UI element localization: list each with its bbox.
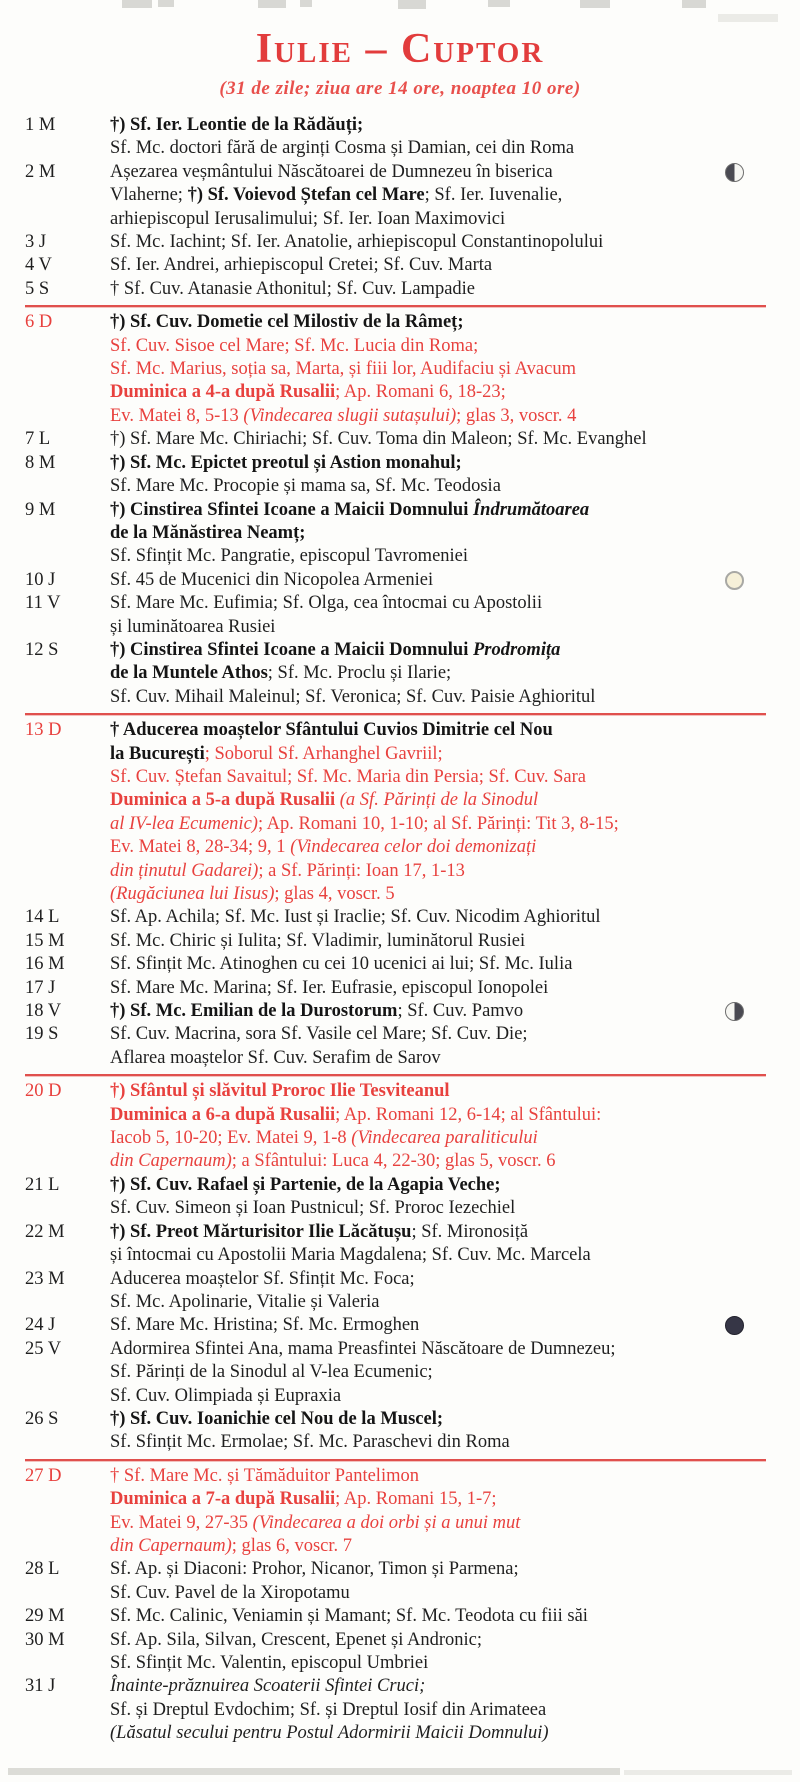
- entry-lines: [110, 1629, 770, 1676]
- calendar-entry-day-27: [25, 1465, 770, 1559]
- scan-artifact: [718, 14, 778, 22]
- entry-text-segment: (Vindecarea paraliticului: [351, 1128, 538, 1149]
- calendar-entry-day-30: [25, 1629, 770, 1676]
- entry-text-segment: Sf. Mare Mc. Procopie și mama sa, Sf. Mc. Teodosia: [110, 476, 501, 497]
- entry-line: [110, 1605, 770, 1628]
- entry-line: [110, 1104, 770, 1127]
- entry-text-segment: †) Sfântul și slăvitul Proroc Ilie Tesviteanul: [110, 1081, 450, 1102]
- month-subtitle: (31 de zile; ziua are 14 ore, noaptea 10 ore): [219, 78, 581, 99]
- entry-lines: [110, 569, 770, 592]
- entry-text-segment: Sf. Mc. Apolinarie, Vitalie și Valeria: [110, 1291, 380, 1312]
- entry-lines: [110, 906, 770, 929]
- entry-text-segment: ; glas 3, voscr. 4: [456, 405, 577, 426]
- entry-text-segment: Sf. Părinți de la Sinodul al V-lea Ecumenic;: [110, 1362, 433, 1383]
- entry-line: [110, 1338, 770, 1361]
- entry-lines: [110, 1338, 770, 1408]
- entry-line: [110, 1512, 770, 1535]
- entry-text-segment: Vlaherne;: [110, 185, 188, 206]
- calendar-entry-day-4: [25, 254, 770, 277]
- entry-lines: [110, 1221, 770, 1268]
- entry-lines: [110, 114, 770, 161]
- entry-line: [110, 836, 770, 859]
- calendar-entry-day-9: [25, 499, 770, 569]
- entry-text-segment: din Capernaum): [110, 1151, 232, 1172]
- entry-line: [110, 1000, 770, 1023]
- scan-artifact: [300, 0, 312, 7]
- entry-text-segment: Sf. Cuv. Sisoe cel Mare; Sf. Mc. Lucia din Roma;: [110, 335, 479, 356]
- moon-phase-last-quarter-icon: [725, 163, 744, 182]
- entry-text-segment: †) Sf. Cuv. Rafael și Partenie, de la Agapia Veche;: [110, 1174, 501, 1195]
- scan-artifact: [8, 1768, 620, 1775]
- entry-line: [110, 883, 770, 906]
- entry-lines: [110, 1080, 770, 1174]
- day-label: 4 V: [25, 255, 52, 276]
- entry-line: [110, 545, 770, 568]
- entry-line: [110, 1314, 770, 1337]
- entry-line: [110, 311, 770, 334]
- entry-text-segment: ; Sf. Mironosiță: [411, 1221, 529, 1242]
- entry-text-segment: Așezarea veșmântului Născătoarei de Dumnezeu în biserica: [110, 161, 553, 182]
- entry-line: [110, 254, 770, 277]
- entry-text-segment: Sf. Ap. Achila; Sf. Mc. Iust și Iraclie; Sf. Cuv. Nicodim Aghioritul: [110, 907, 601, 928]
- day-label: 12 S: [25, 639, 59, 660]
- entry-text-segment: (Lăsatul secului pentru Postul Adormirii Maicii Domnului): [110, 1723, 549, 1744]
- entry-line: [110, 1127, 770, 1150]
- entry-line: [110, 766, 770, 789]
- entry-lines: [110, 254, 770, 277]
- entry-text-segment: Sf. Cuv. Ștefan Savaitul; Sf. Mc. Maria din Persia; Sf. Cuv. Sara: [110, 766, 586, 787]
- entry-text-segment: Sf. și Dreptul Evdochim; Sf. și Dreptul Iosif din Arimateea: [110, 1699, 547, 1720]
- entry-line: [110, 1582, 770, 1605]
- entry-text-segment: Sf. Cuv. Pavel de la Xiropotamu: [110, 1582, 350, 1603]
- day-label: 10 J: [25, 569, 56, 590]
- calendar-entry-day-11: [25, 592, 770, 639]
- calendar-entry-day-29: [25, 1605, 770, 1628]
- entry-text-segment: Sf. Mc. Calinic, Veniamin și Mamant; Sf. Mc. Teodota cu fiii săi: [110, 1606, 588, 1627]
- entry-line: [110, 906, 770, 929]
- entry-text-segment: † Sf. Mare Mc. și Tămăduitor Pantelimon: [110, 1465, 419, 1486]
- entry-text-segment: Sf. Mc. doctori fără de arginți Cosma și Damian, cei din Roma: [110, 138, 575, 159]
- entry-text-segment: Sf. Cuv. Simeon și Ioan Pustnicul; Sf. Proroc Iezechiel: [110, 1198, 516, 1219]
- entry-line: [110, 1150, 770, 1173]
- entry-lines: [110, 278, 770, 301]
- entry-text-segment: Aflarea moaștelor Sf. Cuv. Serafim de Sarov: [110, 1047, 441, 1068]
- entry-text-segment: Sf. Ap. și Diaconi: Prohor, Nicanor, Timon și Parmena;: [110, 1559, 519, 1580]
- entry-text-segment: ; Sf. Ier. Iuvenalie,: [424, 185, 563, 206]
- entry-line: [110, 161, 770, 184]
- entry-text-segment: din ținutul Gadarei): [110, 860, 259, 881]
- calendar-entry-day-22: [25, 1221, 770, 1268]
- calendar-entry-day-3: [25, 231, 770, 254]
- entry-line: [110, 184, 770, 207]
- day-label: 19 S: [25, 1024, 59, 1045]
- entry-line: [110, 1080, 770, 1103]
- day-label: 3 J: [25, 232, 47, 253]
- entry-text-segment: ; Ap. Romani 12, 6-14; al Sfântului:: [335, 1104, 602, 1125]
- entry-text-segment: Sf. Cuv. Mihail Maleinul; Sf. Veronica; Sf. Cuv. Paisie Aghioritul: [110, 686, 596, 707]
- day-label: 2 M: [25, 161, 56, 182]
- entry-text-segment: Ev. Matei 8, 5-13: [110, 405, 244, 426]
- entry-line: [110, 475, 770, 498]
- entry-text-segment: Duminica a 6-a după Rusalii: [110, 1104, 336, 1125]
- entry-text-segment: și întocmai cu Apostolii Maria Magdalena; Sf. Cuv. Mc. Marcela: [110, 1245, 591, 1266]
- day-label: 25 V: [25, 1338, 62, 1359]
- entry-text-segment: ; Sf. Mc. Proclu și Ilarie;: [267, 663, 452, 684]
- day-label: 24 J: [25, 1315, 56, 1336]
- entry-text-segment: Iacob 5, 10-20; Ev. Matei 9, 1-8: [110, 1128, 352, 1149]
- calendar-entry-day-10: [25, 569, 770, 592]
- entry-text-segment: ; Ap. Romani 6, 18-23;: [335, 382, 506, 403]
- entry-line: [110, 1488, 770, 1511]
- entry-text-segment: Sf. 45 de Mucenici din Nicopolea Armeniei: [110, 569, 434, 590]
- day-label: 7 L: [25, 429, 51, 450]
- entry-line: [110, 1047, 770, 1070]
- entry-text-segment: Sf. Sfințit Mc. Atinoghen cu cei 10 ucenici ai lui; Sf. Mc. Iulia: [110, 954, 573, 975]
- entry-text-segment: †) Sf. Mc. Emilian de la Durostorum: [110, 1001, 398, 1022]
- entry-line: [110, 789, 770, 812]
- entry-line: [110, 569, 770, 592]
- entry-lines: [110, 1023, 770, 1070]
- entry-line: [110, 1361, 770, 1384]
- day-label: 21 L: [25, 1174, 60, 1195]
- entry-lines: [110, 161, 770, 231]
- entry-line: [110, 1722, 770, 1745]
- entry-text-segment: Sf. Sfințit Mc. Valentin, episcopul Umbriei: [110, 1653, 429, 1673]
- entry-line: [110, 278, 770, 301]
- entry-line: [110, 1675, 770, 1698]
- entry-text-segment: Duminica a 4-a după Rusalii: [110, 382, 336, 403]
- entry-text-segment: de la Muntele Athos: [110, 663, 268, 684]
- entry-lines: [110, 719, 770, 906]
- entry-text-segment: ; Ap. Romani 15, 1-7;: [335, 1489, 497, 1510]
- entry-text-segment: (Vindecarea celor doi demonizați: [290, 837, 537, 858]
- entry-text-segment: Sf. Mare Mc. Eufimia; Sf. Olga, cea întocmai cu Apostolii: [110, 593, 543, 614]
- entry-line: [110, 452, 770, 475]
- entry-line: [110, 1535, 770, 1558]
- day-label: 27 D: [25, 1465, 62, 1486]
- day-label: 29 M: [25, 1606, 65, 1627]
- calendar-entry-day-5: [25, 278, 770, 301]
- entry-line: [110, 1197, 770, 1220]
- entry-text-segment: Duminica a 5-a după Rusalii: [110, 790, 340, 811]
- calendar-entry-day-14: [25, 906, 770, 929]
- calendar-entry-day-13: [25, 719, 770, 906]
- entry-text-segment: † Sf. Cuv. Atanasie Athonitul; Sf. Cuv. Lampadie: [110, 278, 476, 299]
- entry-text-segment: Sf. Mc. Iachint; Sf. Ier. Anatolie, arhiepiscopul Constantinopolului: [110, 232, 604, 253]
- entry-lines: [110, 977, 770, 1000]
- entry-line: [110, 1431, 770, 1454]
- entry-text-segment: ; Ap. Romani 10, 1-10; al Sf. Părinți: Tit 3, 8-15;: [257, 813, 619, 834]
- entry-text-segment: ; a Sf. Părinți: Ioan 17, 1-13: [258, 860, 465, 881]
- day-label: 14 L: [25, 907, 60, 928]
- entry-text-segment: †) Cinstirea Sfintei Icoane a Maicii Domnului: [110, 499, 473, 520]
- entry-text-segment: Sf. Sfințit Mc. Pangratie, episcopul Tavromeniei: [110, 546, 469, 567]
- entry-text-segment: Sf. Mare Mc. Hristina; Sf. Mc. Ermoghen: [110, 1315, 420, 1336]
- entry-text-segment: Ev. Matei 8, 28-34; 9, 1: [110, 837, 291, 858]
- entry-line: [110, 428, 770, 451]
- day-label: 31 J: [25, 1676, 56, 1697]
- calendar-entries: [0, 114, 800, 1746]
- day-label: 17 J: [25, 977, 56, 998]
- entry-line: [110, 1699, 770, 1722]
- day-label: 11 V: [25, 593, 61, 614]
- entry-line: [110, 860, 770, 883]
- entry-text-segment: (Rugăciunea lui Iisus): [110, 884, 275, 904]
- calendar-entry-day-1: [25, 114, 770, 161]
- entry-line: [110, 1629, 770, 1652]
- calendar-entry-day-12: [25, 639, 770, 709]
- entry-line: [110, 1023, 770, 1046]
- entry-lines: [110, 428, 770, 451]
- entry-lines: [110, 1558, 770, 1605]
- entry-text-segment: Aducerea moaștelor Sf. Sfințit Mc. Foca;: [110, 1268, 415, 1289]
- entry-line: [110, 335, 770, 358]
- entry-line: [110, 114, 770, 137]
- entry-text-segment: Sf. Mc. Chiric și Iulita; Sf. Vladimir, luminătorul Rusiei: [110, 930, 526, 951]
- entry-line: [110, 1558, 770, 1581]
- calendar-entry-day-24: [25, 1314, 770, 1337]
- calendar-entry-day-6: [25, 311, 770, 428]
- scan-artifact: [398, 0, 426, 9]
- day-label: 6 D: [25, 312, 53, 333]
- entry-text-segment: Sf. Cuv. Olimpiada și Eupraxia: [110, 1385, 342, 1406]
- entry-lines: [110, 1408, 770, 1455]
- day-label: 16 M: [25, 954, 65, 975]
- page-header: [0, 0, 800, 100]
- entry-line: [110, 592, 770, 615]
- entry-line: [110, 1291, 770, 1314]
- entry-line: [110, 381, 770, 404]
- calendar-entry-day-18: [25, 1000, 770, 1023]
- entry-line: [110, 953, 770, 976]
- entry-line: [110, 743, 770, 766]
- entry-text-segment: Prodromița: [472, 639, 561, 660]
- entry-lines: [110, 930, 770, 953]
- day-label: 13 D: [25, 720, 62, 741]
- entry-text-segment: Duminica a 7-a după Rusalii: [110, 1489, 336, 1510]
- entry-text-segment: †) Sf. Ier. Leontie de la Rădăuți;: [110, 115, 364, 135]
- entry-text-segment: †) Sf. Voievod Ștefan cel Mare: [187, 185, 425, 206]
- entry-line: [110, 639, 770, 662]
- entry-line: [110, 499, 770, 522]
- day-label: 8 M: [25, 452, 56, 473]
- entry-lines: [110, 231, 770, 254]
- entry-line: [110, 662, 770, 685]
- entry-text-segment: †) Sf. Mc. Epictet preotul și Astion monahul;: [110, 452, 462, 473]
- day-label: 20 D: [25, 1081, 62, 1102]
- scan-artifact: [258, 0, 286, 8]
- day-label: 15 M: [25, 930, 65, 951]
- entry-line: [110, 1244, 770, 1267]
- entry-line: [110, 930, 770, 953]
- entry-lines: [110, 1465, 770, 1559]
- entry-text-segment: Îndrumătoarea: [472, 499, 590, 520]
- entry-text-segment: Sf. Sfințit Mc. Ermolae; Sf. Mc. Paraschevi din Roma: [110, 1432, 510, 1453]
- entry-line: [110, 358, 770, 381]
- entry-lines: [110, 452, 770, 499]
- entry-lines: [110, 499, 770, 569]
- entry-line: [110, 616, 770, 639]
- entry-text-segment: Sf. Ier. Andrei, arhiepiscopul Cretei; Sf. Cuv. Marta: [110, 255, 493, 276]
- entry-lines: [110, 592, 770, 639]
- entry-text-segment: (Vindecarea slugii sutașului): [243, 405, 457, 426]
- entry-line: [110, 1268, 770, 1291]
- entry-text-segment: †) Sf. Mare Mc. Chiriachi; Sf. Cuv. Toma din Maleon; Sf. Mc. Evanghel: [110, 429, 647, 450]
- day-label: 9 M: [25, 499, 56, 520]
- day-label: 18 V: [25, 1001, 62, 1022]
- calendar-entry-day-15: [25, 930, 770, 953]
- entry-text-segment: și luminătoarea Rusiei: [110, 616, 276, 637]
- scan-artifact: [682, 0, 706, 8]
- entry-line: [110, 1174, 770, 1197]
- entry-text-segment: (a Sf. Părinți de la Sinodul: [339, 790, 539, 811]
- calendar-entry-day-2: [25, 161, 770, 231]
- entry-text-segment: Adormirea Sfintei Ana, mama Preasfintei Născătoare de Dumnezeu;: [110, 1338, 616, 1359]
- calendar-entry-day-21: [25, 1174, 770, 1221]
- moon-phase-first-quarter-icon: [725, 1002, 744, 1021]
- entry-text-segment: †) Sf. Preot Mărturisitor Ilie Lăcătușu: [110, 1221, 412, 1242]
- entry-line: [110, 686, 770, 709]
- entry-text-segment: al IV-lea Ecumenic): [110, 813, 258, 834]
- scan-artifact: [488, 0, 510, 7]
- calendar-entry-day-25: [25, 1338, 770, 1408]
- sunday-separator-rule: [25, 1074, 766, 1076]
- month-title: Iulie – Cuptor: [255, 26, 545, 72]
- scan-artifact: [580, 0, 610, 8]
- entry-text-segment: Sf. Mare Mc. Marina; Sf. Ier. Eufrasie, episcopul Ionopolei: [110, 977, 549, 998]
- entry-text-segment: Sf. Mc. Marius, soția sa, Marta, și fiii lor, Audifaciu și Avacum: [110, 359, 576, 380]
- calendar-entry-day-31: [25, 1675, 770, 1745]
- entry-line: [110, 813, 770, 836]
- entry-line: [110, 1465, 770, 1488]
- day-label: 23 M: [25, 1268, 65, 1289]
- entry-lines: [110, 953, 770, 976]
- entry-text-segment: ; Sf. Cuv. Pamvo: [397, 1001, 524, 1022]
- entry-text-segment: †) Cinstirea Sfintei Icoane a Maicii Domnului: [110, 639, 473, 660]
- calendar-entry-day-17: [25, 977, 770, 1000]
- sunday-separator-rule: [25, 305, 766, 307]
- entry-lines: [110, 1675, 770, 1745]
- entry-lines: [110, 1000, 770, 1023]
- calendar-entry-day-16: [25, 953, 770, 976]
- sunday-separator-rule: [25, 713, 766, 715]
- entry-text-segment: ; glas 4, voscr. 5: [274, 884, 395, 904]
- entry-text-segment: † Aducerea moaștelor Sfântului Cuvios Dimitrie cel Nou: [110, 720, 553, 741]
- entry-lines: [110, 1268, 770, 1315]
- entry-text-segment: (Vindecarea a doi orbi și a unui mut: [252, 1512, 521, 1533]
- entry-text-segment: arhiepiscopul Ierusalimului; Sf. Ier. Ioan Maximovici: [110, 208, 506, 229]
- entry-lines: [110, 1174, 770, 1221]
- entry-text-segment: Ev. Matei 9, 27-35: [110, 1512, 253, 1533]
- entry-text-segment: Sf. Cuv. Macrina, sora Sf. Vasile cel Mare; Sf. Cuv. Die;: [110, 1024, 528, 1045]
- entry-line: [110, 1652, 770, 1675]
- entry-lines: [110, 639, 770, 709]
- day-label: 1 M: [25, 115, 56, 135]
- entry-lines: [110, 1605, 770, 1628]
- calendar-entry-day-19: [25, 1023, 770, 1070]
- scan-artifact: [624, 1770, 792, 1775]
- entry-text-segment: †) Sf. Cuv. Ioanichie cel Nou de la Muscel;: [110, 1408, 443, 1429]
- entry-text-segment: Înainte-prăznuirea Scoaterii Sfintei Cruci;: [110, 1676, 426, 1697]
- calendar-entry-day-28: [25, 1558, 770, 1605]
- calendar-entry-day-8: [25, 452, 770, 499]
- entry-lines: [110, 1314, 770, 1337]
- sunday-separator-rule: [25, 1459, 766, 1461]
- scan-artifact: [158, 0, 174, 7]
- day-label: 28 L: [25, 1559, 60, 1580]
- entry-line: [110, 977, 770, 1000]
- entry-text-segment: Sf. Ap. Sila, Silvan, Crescent, Epenet și Andronic;: [110, 1629, 483, 1650]
- entry-text-segment: ; Soborul Sf. Arhanghel Gavriil;: [204, 743, 443, 764]
- entry-line: [110, 1221, 770, 1244]
- day-label: 22 M: [25, 1221, 65, 1242]
- entry-line: [110, 1385, 770, 1408]
- entry-line: [110, 231, 770, 254]
- entry-line: [110, 405, 770, 428]
- entry-lines: [110, 311, 770, 428]
- entry-text-segment: †) Sf. Cuv. Dometie cel Milostiv de la Râmeț;: [110, 312, 464, 333]
- entry-line: [110, 522, 770, 545]
- entry-text-segment: ; glas 6, voscr. 7: [231, 1535, 353, 1556]
- calendar-entry-day-7: [25, 428, 770, 451]
- moon-phase-new-moon-icon: [725, 571, 744, 590]
- day-label: 5 S: [25, 278, 50, 299]
- calendar-entry-day-26: [25, 1408, 770, 1455]
- entry-text-segment: de la Mănăstirea Neamț;: [110, 522, 306, 543]
- day-label: 26 S: [25, 1408, 59, 1429]
- entry-line: [110, 719, 770, 742]
- scan-artifact: [122, 0, 152, 8]
- entry-text-segment: la București: [110, 743, 205, 764]
- day-label: 30 M: [25, 1629, 65, 1650]
- entry-line: [110, 137, 770, 160]
- calendar-entry-day-20: [25, 1080, 770, 1174]
- entry-text-segment: ; a Sfântului: Luca 4, 22-30; glas 5, voscr. 6: [231, 1151, 556, 1172]
- entry-line: [110, 208, 770, 231]
- calendar-entry-day-23: [25, 1268, 770, 1315]
- entry-line: [110, 1408, 770, 1431]
- entry-text-segment: din Capernaum): [110, 1535, 232, 1556]
